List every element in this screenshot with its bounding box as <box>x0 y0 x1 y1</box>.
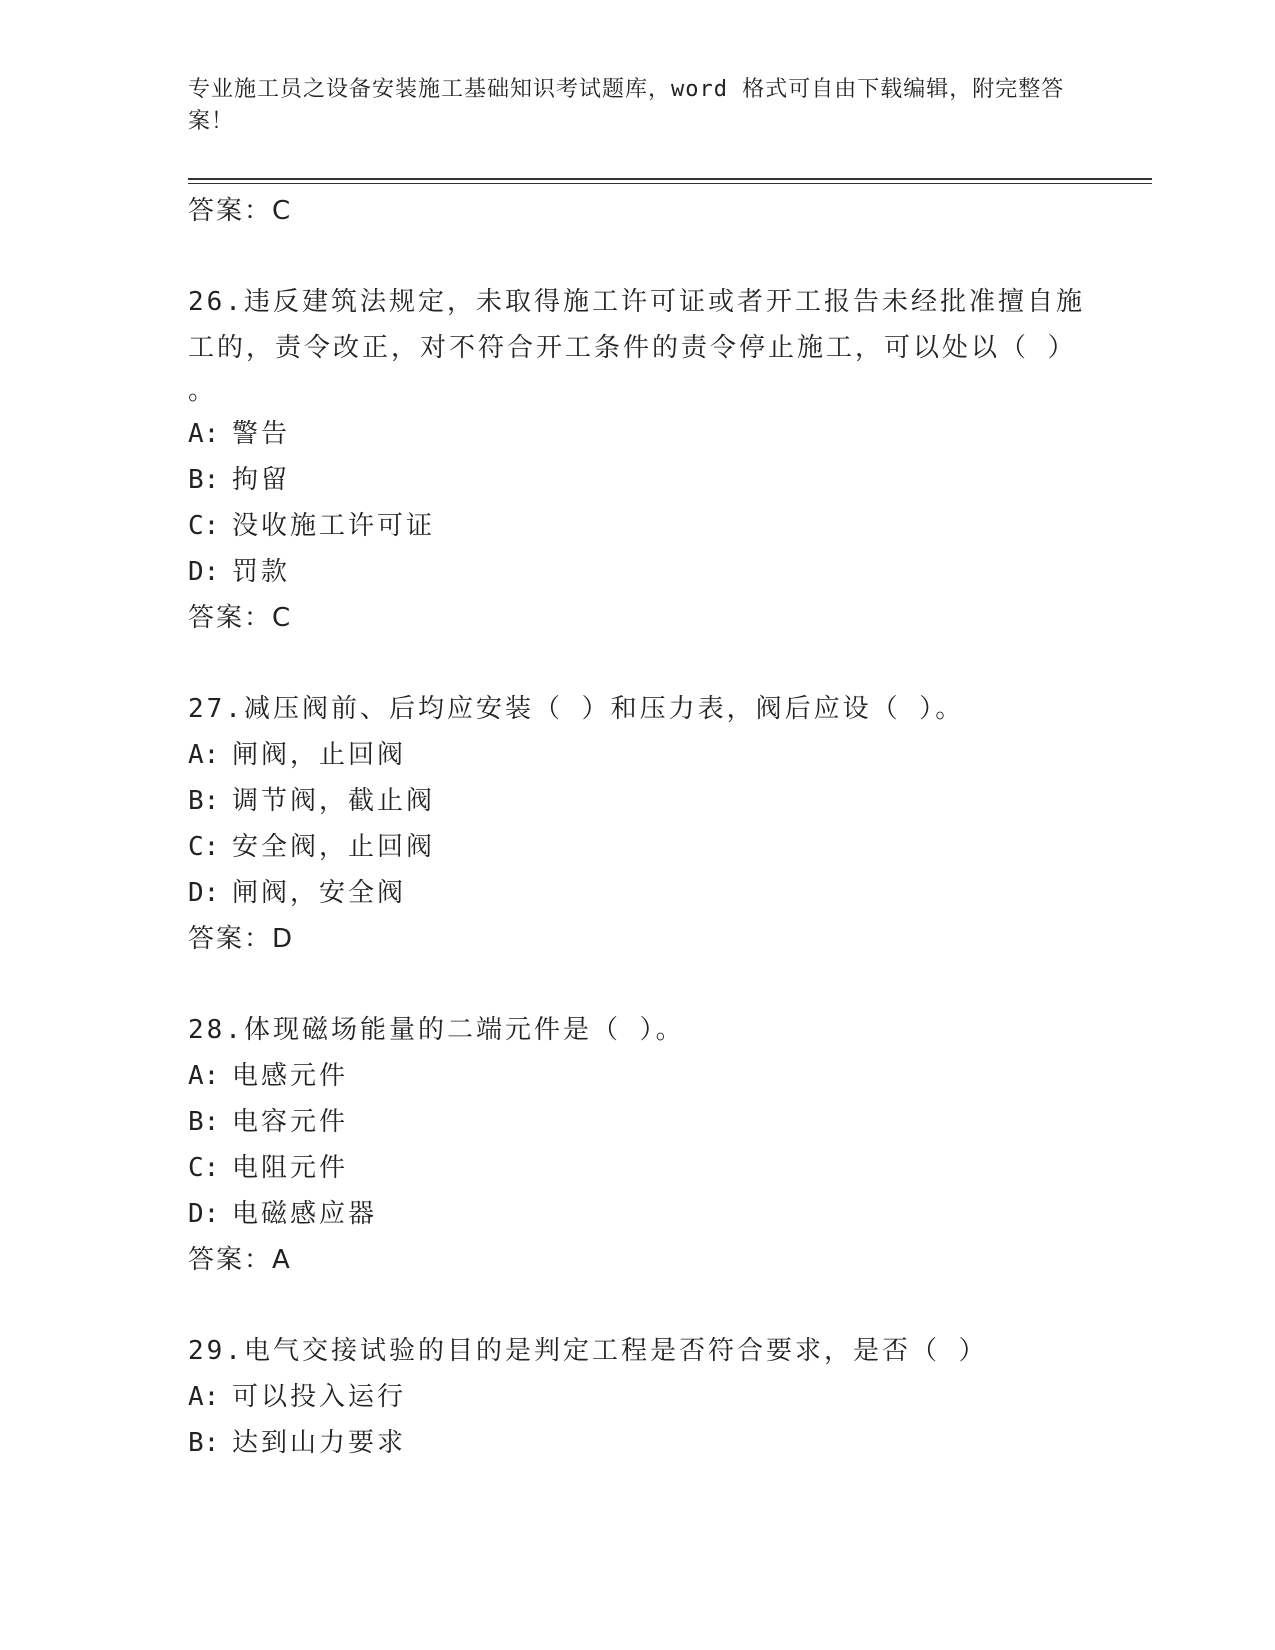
question-text-line: 27.减压阀前、后均应安装（ ）和压力表，阀后应设（ ）。 <box>188 694 965 724</box>
option-a <box>188 411 1088 457</box>
question-text-line: 工的，责令改正，对不符合开工条件的责令停止施工，可以处以（ ） <box>188 333 1077 363</box>
document-body <box>188 188 1088 1466</box>
answer-prev: 答案：C <box>188 196 293 226</box>
question-29 <box>188 1328 1088 1466</box>
option-c <box>188 824 1088 870</box>
option-b <box>188 778 1088 824</box>
option-letter: C: <box>188 511 220 541</box>
question-text-line: 26.违反建筑法规定，未取得施工许可证或者开工报告未经批准擅自施 <box>188 287 1085 317</box>
document-header: 专业施工员之设备安装施工基础知识考试题库，word 格式可自由下载编辑，附完整答案！ <box>188 77 1065 134</box>
option-text: 警告 <box>232 419 291 449</box>
question-27 <box>188 686 1088 962</box>
option-letter: D: <box>188 557 220 587</box>
option-text: 安全阀，止回阀 <box>232 832 436 862</box>
option-c <box>188 503 1088 549</box>
option-letter: D: <box>188 1199 220 1229</box>
option-text: 闸阀，止回阀 <box>232 740 407 770</box>
option-d <box>188 870 1088 916</box>
header-divider-thick <box>188 178 1152 180</box>
question-text-line: 28.体现磁场能量的二端元件是（ ）。 <box>188 1015 685 1045</box>
option-text: 调节阀，截止阀 <box>232 786 436 816</box>
option-text: 电容元件 <box>232 1107 349 1137</box>
option-b <box>188 1420 1088 1466</box>
option-letter: A: <box>188 1061 220 1091</box>
option-d <box>188 549 1088 595</box>
option-letter: B: <box>188 465 220 495</box>
option-text: 拘留 <box>232 465 291 495</box>
option-letter: B: <box>188 786 220 816</box>
header-divider-thin <box>188 183 1152 184</box>
option-a <box>188 1053 1088 1099</box>
option-letter: A: <box>188 419 220 449</box>
option-letter: D: <box>188 878 220 908</box>
answer-26: 答案：C <box>188 603 293 633</box>
option-text: 没收施工许可证 <box>232 511 436 541</box>
option-b <box>188 457 1088 503</box>
question-text-tail: 。 <box>188 376 215 406</box>
option-text: 达到山力要求 <box>232 1428 407 1458</box>
question-text-line: 29.电气交接试验的目的是判定工程是否符合要求，是否（ ） <box>188 1336 988 1366</box>
option-letter: C: <box>188 1153 220 1183</box>
question-28 <box>188 1007 1088 1283</box>
option-text: 罚款 <box>232 557 291 587</box>
option-a <box>188 732 1088 778</box>
option-letter: A: <box>188 740 220 770</box>
option-c <box>188 1145 1088 1191</box>
answer-28: 答案：A <box>188 1245 292 1275</box>
option-text: 电磁感应器 <box>232 1199 378 1229</box>
option-text: 可以投入运行 <box>232 1382 407 1412</box>
option-letter: C: <box>188 832 220 862</box>
answer-27: 答案：D <box>188 924 295 954</box>
option-b <box>188 1099 1088 1145</box>
option-letter: B: <box>188 1428 220 1458</box>
option-a <box>188 1374 1088 1420</box>
option-d <box>188 1191 1088 1237</box>
option-text: 电阻元件 <box>232 1153 349 1183</box>
option-letter: B: <box>188 1107 220 1137</box>
question-26 <box>188 279 1088 641</box>
option-letter: A: <box>188 1382 220 1412</box>
option-text: 电感元件 <box>232 1061 349 1091</box>
option-text: 闸阀，安全阀 <box>232 878 407 908</box>
